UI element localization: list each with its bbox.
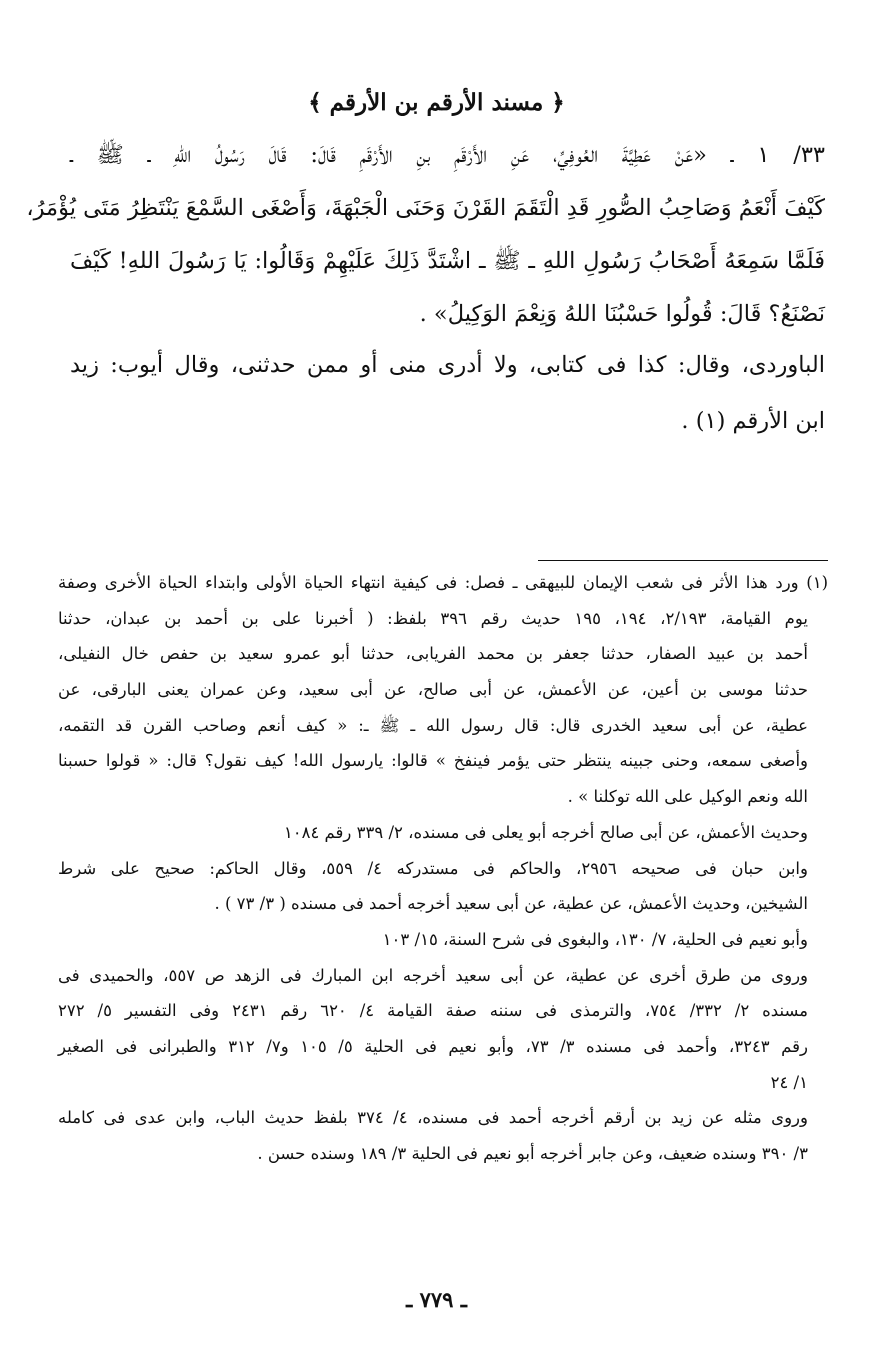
hadith-line: ٣٣/ ١ ـ «عَنْ عَطِيَّةَ العُوفِيِّ، عَنِ الأَرْقَمِ بنِ الأَرْقَمِ قَالَ: قَالَ رَسُولُ اللهِ ـ ﷺ ـ xyxy=(70,142,825,168)
footnote-line: أحمد بن عبيد الصفار، حدثنا جعفر بن محمد الفريابى، حدثنا أبو عمرو سعيد بن حفص خال النفيلى، xyxy=(58,644,808,664)
source-line: الباوردى، وقال: كذا فى كتابى، ولا أدرى منى أو ممن حدثنى، وقال أيوب: زيد xyxy=(70,352,825,378)
footnote-line: الله ونعم الوكيل على الله توكلنا » . xyxy=(567,787,808,807)
hadith-text xyxy=(26,140,825,352)
footnote-line: ١/ ٢٤ xyxy=(770,1072,808,1092)
footnote-line: (١) ورد هذا الأثر فى شعب الإيمان للبيهقى ـ فصل: فى كيفية انتهاء الحياة الأولى وابتداء الحياة الأخرى وصفة xyxy=(58,573,828,592)
footnote-line: رقم ٣٢٤٣، وأحمد فى مسنده ٣/ ٧٣، وأبو نعيم فى الحلية ٥/ ١٠٥ و٧/ ٣١٢ والطبرانى فى الصغير xyxy=(58,1036,808,1056)
source-line: ابن الأرقم (١) . xyxy=(681,408,825,434)
footnote-line: حدثنا موسى بن أعين، عن الأعمش، عن أبى صالح، عن أبى سعيد، وعن عمران يعنى البارقى، عن xyxy=(58,680,808,700)
hadith-line: كَيْفَ أَنْعَمُ وَصَاحِبُ الصُّورِ قَدِ الْتَقَمَ القَرْنَ وَحَنَى الْجَبْهَةَ، وَأَصْغَى السَّمْعَ يَنْتَظِرُ مَتَى يُؤْمَرُ، xyxy=(26,195,825,221)
footnote-line: وابن حبان فى صحيحه ٢٩٥٦، والحاكم فى مستدركه ٤/ ٥٥٩، وقال الحاكم: صحيح على شرط xyxy=(58,858,808,878)
footnote-separator xyxy=(538,560,828,561)
footnote-line: ٣/ ٣٩٠ وسنده ضعيف، وعن جابر أخرجه أبو نعيم فى الحلية ٣/ ١٨٩ وسنده حسن . xyxy=(257,1144,808,1163)
footnotes xyxy=(58,572,828,1179)
footnote-line: يوم القيامة، ٢/١٩٣، ١٩٤، ١٩٥ حديث رقم ٣٩٦ بلفظ: ( أخبرنا على بن أحمد بن عبدان، حدثنا xyxy=(58,608,809,628)
footnote-line: وأصغى سمعه، وحنى جبينه ينتظر حتى يؤمر فينفخ » قالوا: يارسول الله! كيف نقول؟ قال: « قولوا حسبنا xyxy=(58,751,808,771)
hadith-line: نَصْنَعُ؟ قَالَ: قُولُوا حَسْبُنَا اللهُ وَنِعْمَ الوَكِيلُ» . xyxy=(419,301,825,327)
hadith-line: فَلَمَّا سَمِعَهُ أَصْحَابُ رَسُولِ اللهِ ـ ﷺ ـ اشْتَدَّ ذَلِكَ عَلَيْهِمْ وَقَالُوا: يَا رَسُولَ اللهِ! كَيْفَ xyxy=(70,248,825,274)
footnote-line: وروى من طرق أخرى عن عطية، عن أبى سعيد أخرجه ابن المبارك فى الزهد ص ٥٥٧، والحميدى فى xyxy=(58,965,809,985)
footnote-line: وحديث الأعمش، عن أبى صالح أخرجه أبو يعلى فى مسنده، ٢/ ٣٣٩ رقم ١٠٨٤ xyxy=(283,822,808,842)
section-title: ﴿ مسند الأرقم بن الأرقم ﴾ xyxy=(308,89,565,116)
footnote-line: عطية، عن أبى سعيد الخدرى قال: قال رسول الله ـ ﷺ ـ: « كيف أنعم وصاحب القرن قد التقمه، xyxy=(58,715,808,735)
footnote-line: الشيخين، وحديث الأعمش، عن عطية، عن أبى سعيد أخرجه أحمد فى مسنده ( ٣/ ٧٣ ) . xyxy=(214,894,808,914)
page-number: ـ ٧٧٩ ـ xyxy=(406,1287,467,1312)
footnote-line: وأبو نعيم فى الحلية، ٧/ ١٣٠، والبغوى فى شرح السنة، ١٥/ ١٠٣ xyxy=(382,929,808,949)
source-text xyxy=(70,350,825,462)
footnote-line: مسنده ٢/ ٣٣٢/ ٧٥٤، والترمذى فى سننه صفة القيامة ٤/ ٦٢٠ رقم ٢٤٣١ وفى التفسير ٥/ ٢٧٢ xyxy=(58,1001,808,1021)
footnote-line: وروى مثله عن زيد بن أرقم أخرجه أحمد فى مسنده، ٤/ ٣٧٤ بلفظ حديث الباب، وابن عدى فى كامله xyxy=(58,1108,808,1128)
